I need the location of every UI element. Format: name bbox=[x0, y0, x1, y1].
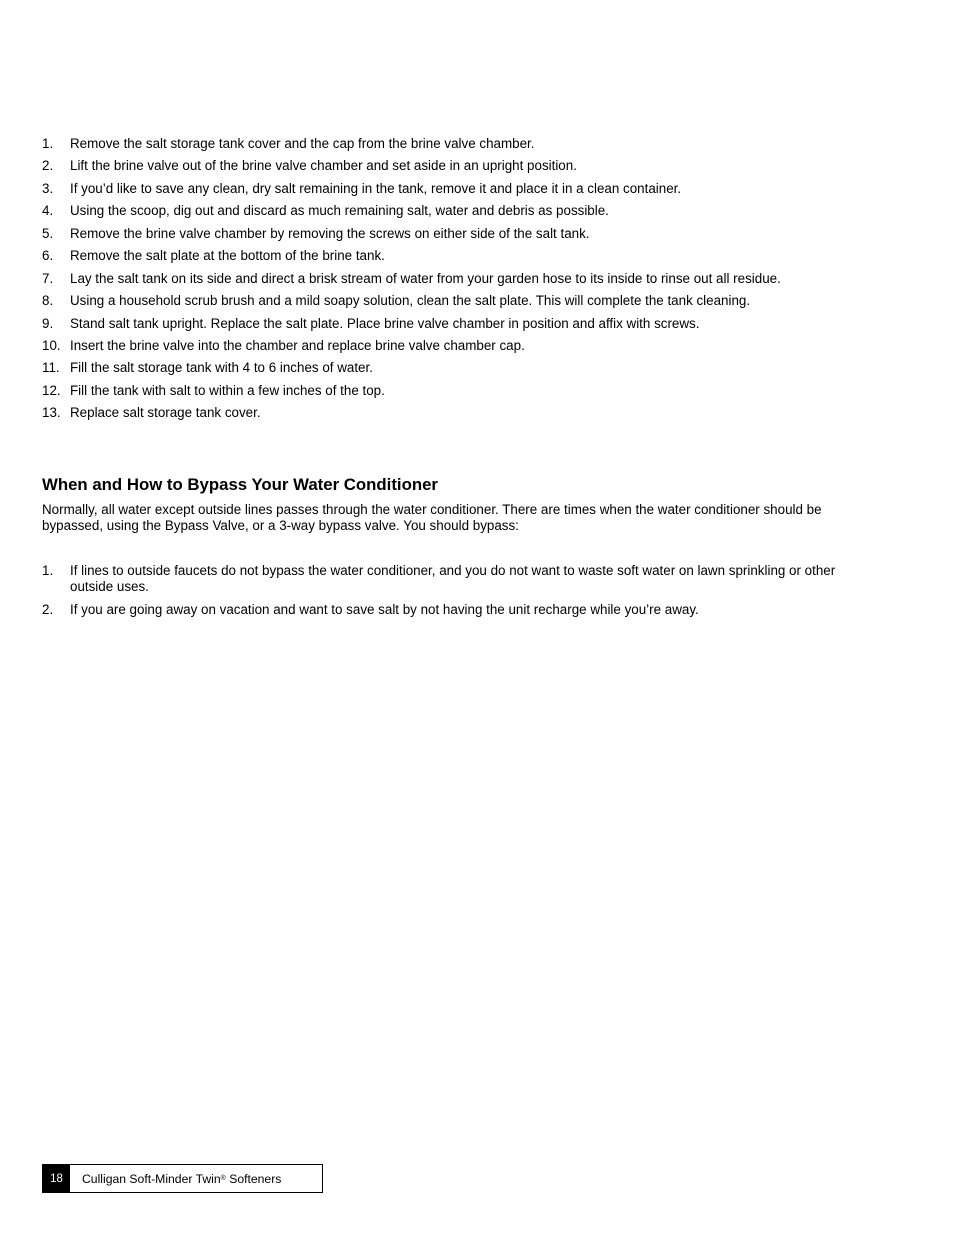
footer-title bbox=[70, 1165, 281, 1192]
item-text: If you are going away on vacation and want to save salt by not having the unit recharge while you’re away. bbox=[70, 602, 699, 617]
footer-product-suffix: Softeners bbox=[225, 1171, 282, 1186]
step-number: 4. bbox=[42, 203, 54, 219]
step-number: 2. bbox=[42, 158, 54, 174]
list-item bbox=[42, 248, 862, 264]
step-text: Fill the tank with salt to within a few inches of the top. bbox=[70, 382, 385, 398]
list-item bbox=[42, 271, 862, 287]
step-text: Lay the salt tank on its side and direct a brisk stream of water from your garden hose to its inside to rinse out all residue. bbox=[70, 270, 781, 286]
list-item bbox=[42, 226, 862, 242]
step-text: Replace salt storage tank cover. bbox=[70, 405, 261, 421]
step-number: 1. bbox=[42, 136, 54, 151]
registered-mark: ® bbox=[220, 1175, 226, 1182]
step-number: 6. bbox=[42, 248, 54, 264]
cleaning-steps-list bbox=[42, 136, 862, 428]
list-item bbox=[42, 181, 862, 197]
step-number: 12. bbox=[42, 382, 61, 398]
step-text: Remove the brine valve chamber by removing the screws on either side of the salt tank. bbox=[70, 225, 590, 241]
page-footer bbox=[42, 1164, 323, 1193]
list-item bbox=[42, 203, 862, 219]
section-intro: Normally, all water except outside lines passes through the water conditioner. There are times when the water conditioner should be bypassed, using the Bypass Valve, or a 3-way bypass valve. You should bypass: bbox=[42, 502, 822, 533]
step-number: 11. bbox=[42, 360, 60, 376]
step-number: 13. bbox=[42, 405, 61, 421]
step-text: Remove the salt storage tank cover and the cap from the brine valve chamber. bbox=[70, 136, 535, 151]
list-item bbox=[42, 316, 862, 332]
step-number: 10. bbox=[42, 337, 61, 353]
step-number: 8. bbox=[42, 293, 54, 309]
step-text: Stand salt tank upright. Replace the salt plate. Place brine valve chamber in position and affix with screws. bbox=[70, 315, 700, 331]
list-item bbox=[42, 383, 862, 399]
step-text: Using the scoop, dig out and discard as much remaining salt, water and debris as possible. bbox=[70, 203, 609, 219]
list-item bbox=[42, 158, 862, 174]
step-number: 5. bbox=[42, 225, 54, 241]
footer-product-name: Culligan Soft-Minder Twin bbox=[82, 1171, 221, 1186]
list-item bbox=[42, 563, 852, 595]
step-text: If you’d like to save any clean, dry salt remaining in the tank, remove it and place it in a clean container. bbox=[70, 180, 682, 196]
step-number: 7. bbox=[42, 270, 54, 286]
list-item bbox=[42, 405, 862, 421]
list-item bbox=[42, 293, 862, 309]
list-item bbox=[42, 602, 852, 618]
step-text: Using a household scrub brush and a mild soapy solution, clean the salt plate. This will complete the tank cleaning. bbox=[70, 293, 751, 309]
step-number: 3. bbox=[42, 180, 54, 196]
step-text: Lift the brine valve out of the brine valve chamber and set aside in an upright position. bbox=[70, 158, 577, 174]
list-item bbox=[42, 338, 862, 354]
list-item bbox=[42, 360, 862, 376]
step-text: Remove the salt plate at the bottom of the brine tank. bbox=[70, 248, 385, 264]
bypass-reasons-list bbox=[42, 563, 852, 625]
step-number: 9. bbox=[42, 315, 54, 331]
item-number: 1. bbox=[42, 563, 54, 578]
section-title: When and How to Bypass Your Water Conditioner bbox=[42, 475, 438, 494]
list-item bbox=[42, 136, 862, 152]
step-text: Fill the salt storage tank with 4 to 6 inches of water. bbox=[70, 360, 373, 376]
item-number: 2. bbox=[42, 602, 54, 617]
page-number: 18 bbox=[43, 1165, 70, 1192]
step-text: Insert the brine valve into the chamber and replace brine valve chamber cap. bbox=[70, 337, 525, 353]
item-text: If lines to outside faucets do not bypass the water conditioner, and you do not want to waste soft water on lawn sprinkling or other outside uses. bbox=[70, 563, 836, 594]
